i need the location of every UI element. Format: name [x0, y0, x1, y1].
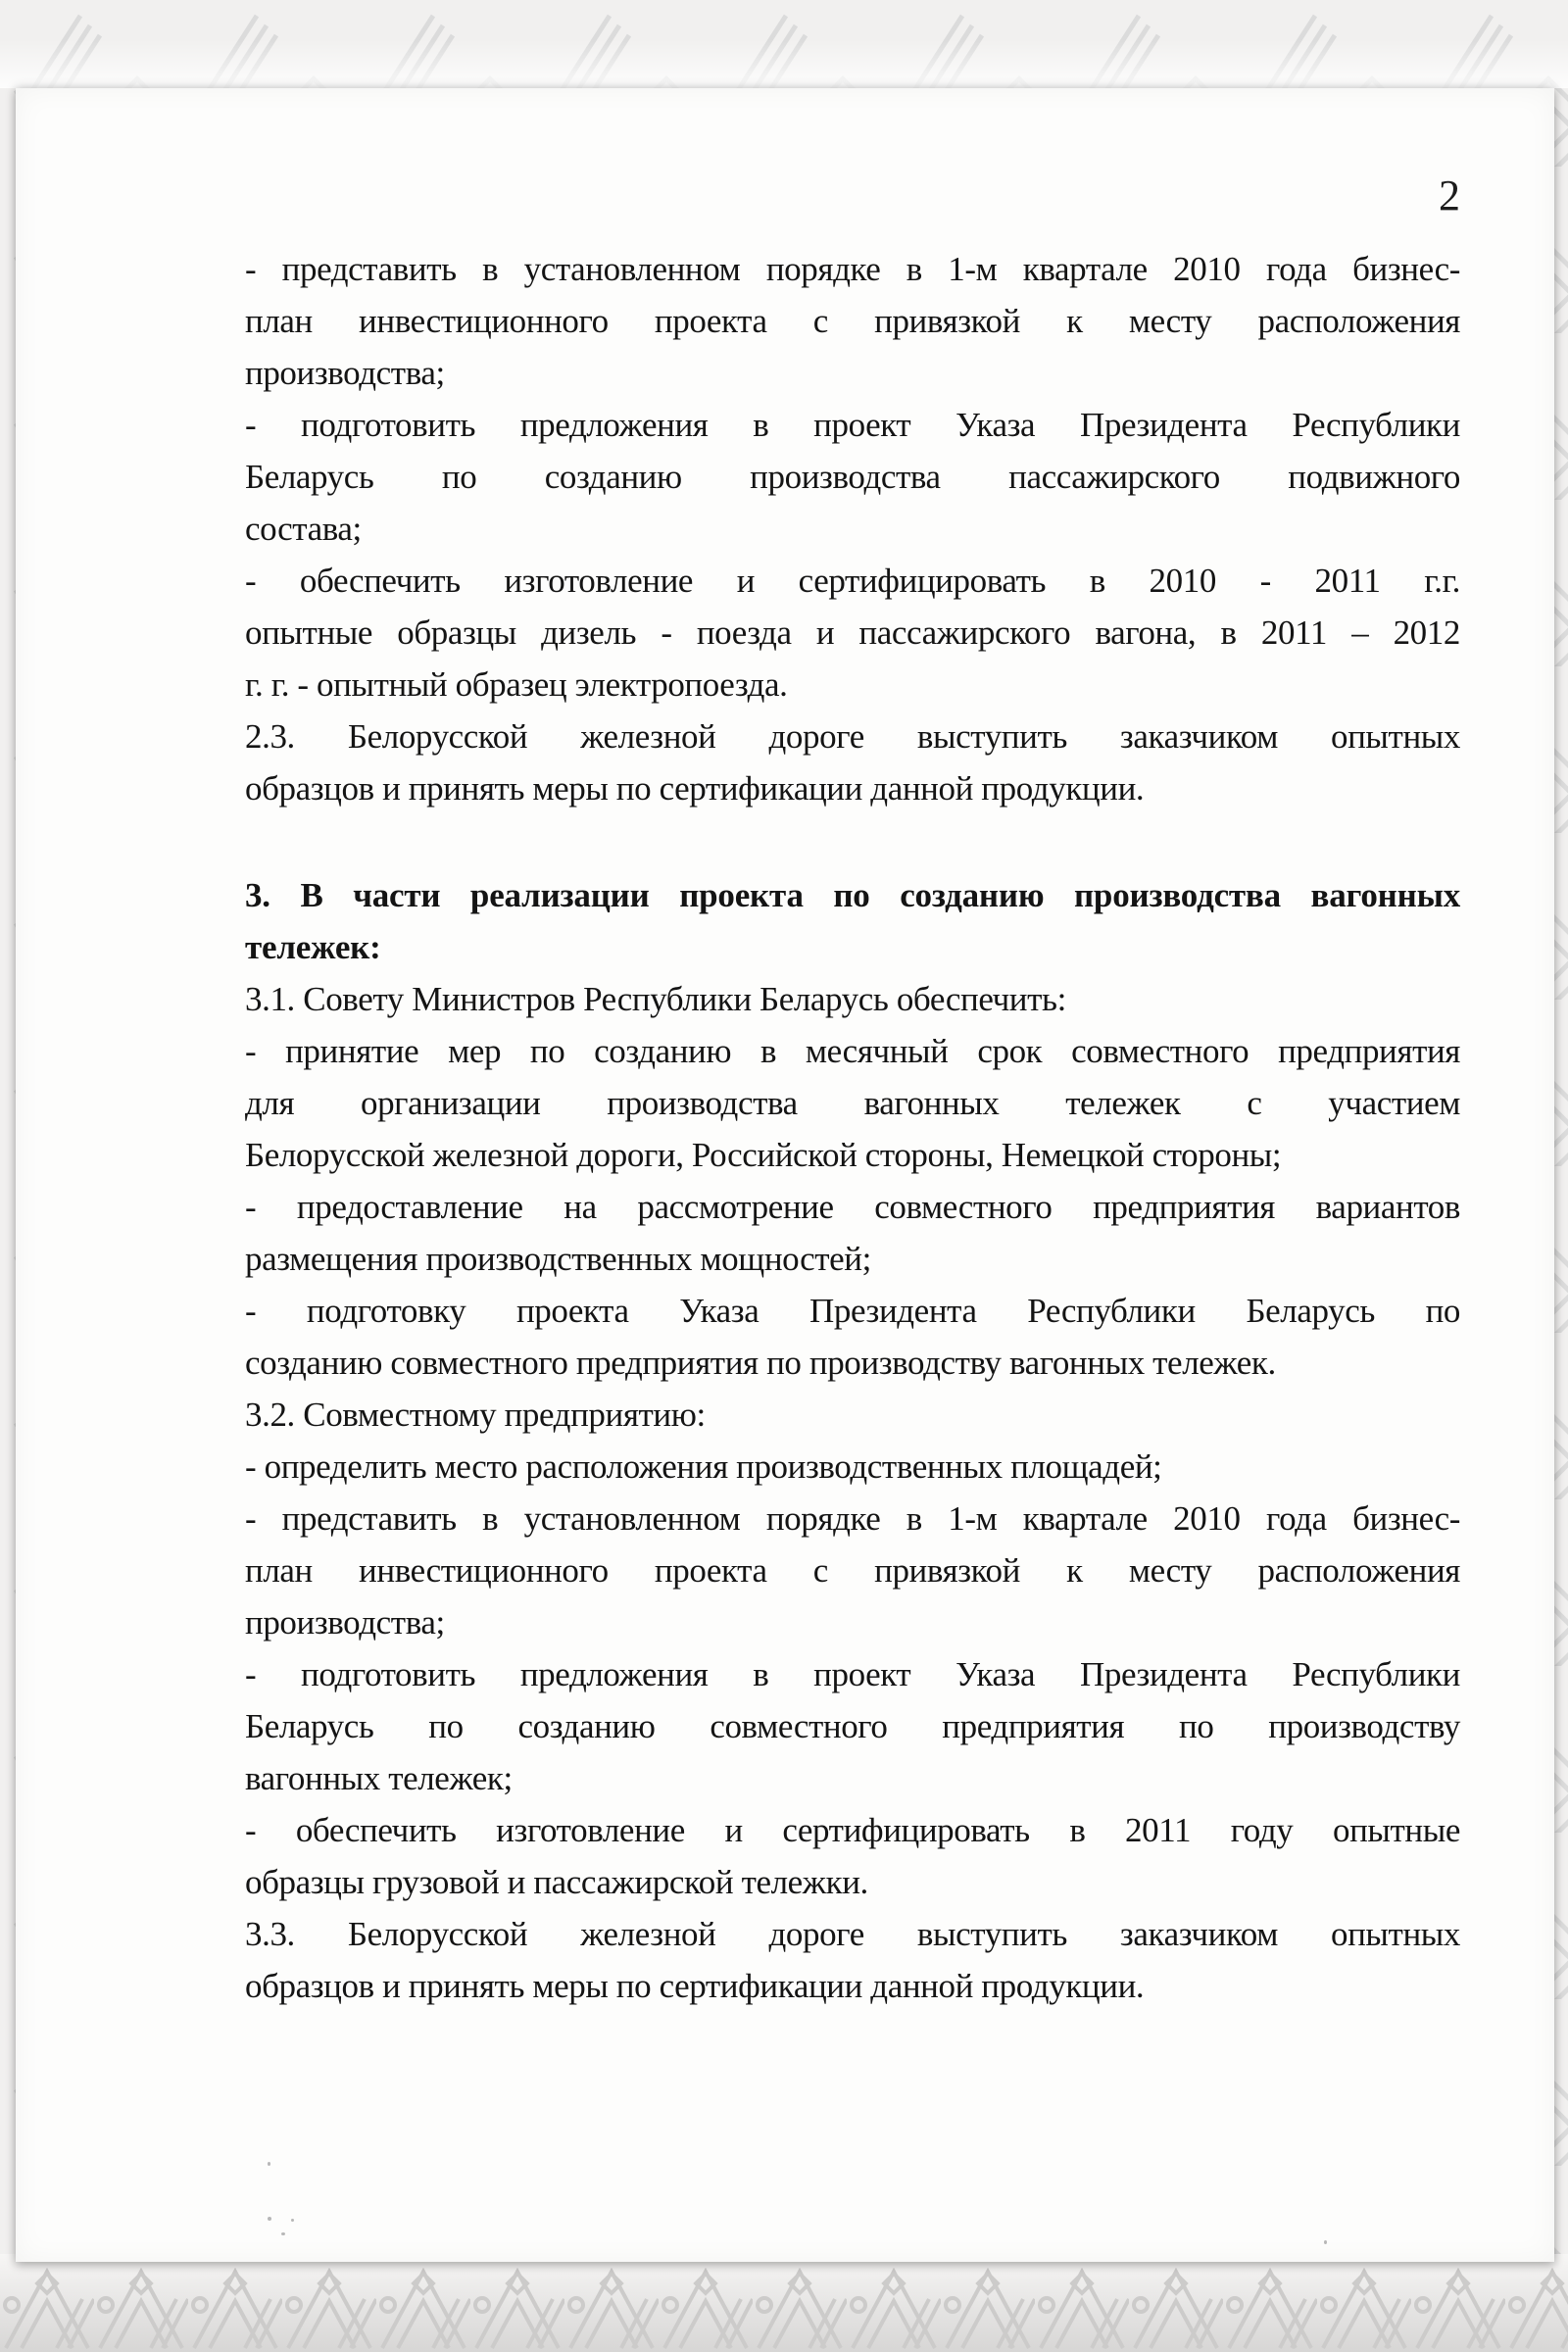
text-line: состава; — [245, 510, 362, 548]
text-line: созданию совместного предприятия по производству вагонных тележек. — [245, 1344, 1276, 1382]
text-line: вагонных тележек; — [245, 1759, 513, 1797]
text-line: 3.3. Белорусской железной дороге выступить заказчиком опытных — [245, 1915, 1460, 1953]
text-line: - представить в установленном порядке в 1-м квартале 2010 года бизнес- — [245, 250, 1460, 288]
text-line: образцов и принять меры по сертификации данной продукции. — [245, 1967, 1145, 2005]
paragraph — [245, 243, 1460, 399]
paragraph — [245, 1648, 1460, 1804]
text-line: - подготовить предложения в проект Указа Президента Республики — [245, 1655, 1460, 1693]
paragraph — [245, 1389, 1460, 1441]
text-line: Беларусь по созданию производства пассажирского подвижного — [245, 458, 1460, 496]
paragraph — [245, 1285, 1460, 1389]
text-line: 3. В части реализации проекта по созданию производства вагонных — [245, 876, 1460, 914]
paragraph — [245, 1441, 1460, 1493]
paragraph — [245, 555, 1460, 710]
text-line: - обеспечить изготовление и сертифицировать в 2011 году опытные — [245, 1811, 1460, 1849]
paragraph — [245, 1804, 1460, 1908]
paragraph — [245, 1908, 1460, 2012]
text-line: - подготовить предложения в проект Указа Президента Республики — [245, 406, 1460, 444]
document-page — [16, 88, 1554, 2262]
paragraph — [245, 1181, 1460, 1285]
text-line: 3.2. Совместному предприятию: — [245, 1396, 706, 1434]
paragraph — [245, 1493, 1460, 1648]
text-line: образцов и принять меры по сертификации данной продукции. — [245, 769, 1145, 808]
paragraph — [245, 973, 1460, 1025]
text-line: 2.3. Белорусской железной дороге выступить заказчиком опытных — [245, 717, 1460, 756]
text-line: 3.1. Совету Министров Республики Беларусь обеспечить: — [245, 980, 1066, 1018]
text-line: производства; — [245, 1603, 445, 1642]
section-heading — [245, 869, 1460, 973]
text-line: производства; — [245, 354, 445, 392]
text-line: - подготовку проекта Указа Президента Республики Беларусь по — [245, 1292, 1460, 1330]
text-line: - обеспечить изготовление и сертифицировать в 2010 - 2011 г.г. — [245, 562, 1460, 600]
paragraph — [245, 1025, 1460, 1181]
text-line: - принятие мер по созданию в месячный срок совместного предприятия — [245, 1032, 1460, 1070]
text-line: Беларусь по созданию совместного предприятия по производству — [245, 1707, 1460, 1745]
scan-speck — [268, 2162, 270, 2166]
scan-speck — [1324, 2240, 1327, 2244]
text-line: для организации производства вагонных тележек с участием — [245, 1084, 1460, 1122]
text-line: план инвестиционного проекта с привязкой к месту расположения — [245, 302, 1460, 340]
text-line: г. г. - опытный образец электропоезда. — [245, 665, 788, 704]
scan-speck — [268, 2217, 271, 2221]
text-line: план инвестиционного проекта с привязкой к месту расположения — [245, 1551, 1460, 1590]
scan-speck — [281, 2232, 285, 2235]
text-line: - представить в установленном порядке в 1-м квартале 2010 года бизнес- — [245, 1499, 1460, 1538]
text-line: - предоставление на рассмотрение совместного предприятия вариантов — [245, 1188, 1460, 1226]
text-line: опытные образцы дизель - поезда и пассажирского вагона, в 2011 – 2012 — [245, 613, 1460, 652]
text-line: образцы грузовой и пассажирской тележки. — [245, 1863, 868, 1901]
scan-speck — [291, 2219, 294, 2222]
text-line: - определить место расположения производственных площадей; — [245, 1447, 1162, 1486]
page-number: 2 — [1439, 172, 1460, 220]
text-line: тележек: — [245, 928, 381, 966]
paragraph — [245, 399, 1460, 555]
document-text — [245, 243, 1460, 2012]
text-line: Белорусской железной дороги, Российской стороны, Немецкой стороны; — [245, 1136, 1282, 1174]
text-line: размещения производственных мощностей; — [245, 1240, 871, 1278]
paragraph — [245, 710, 1460, 814]
